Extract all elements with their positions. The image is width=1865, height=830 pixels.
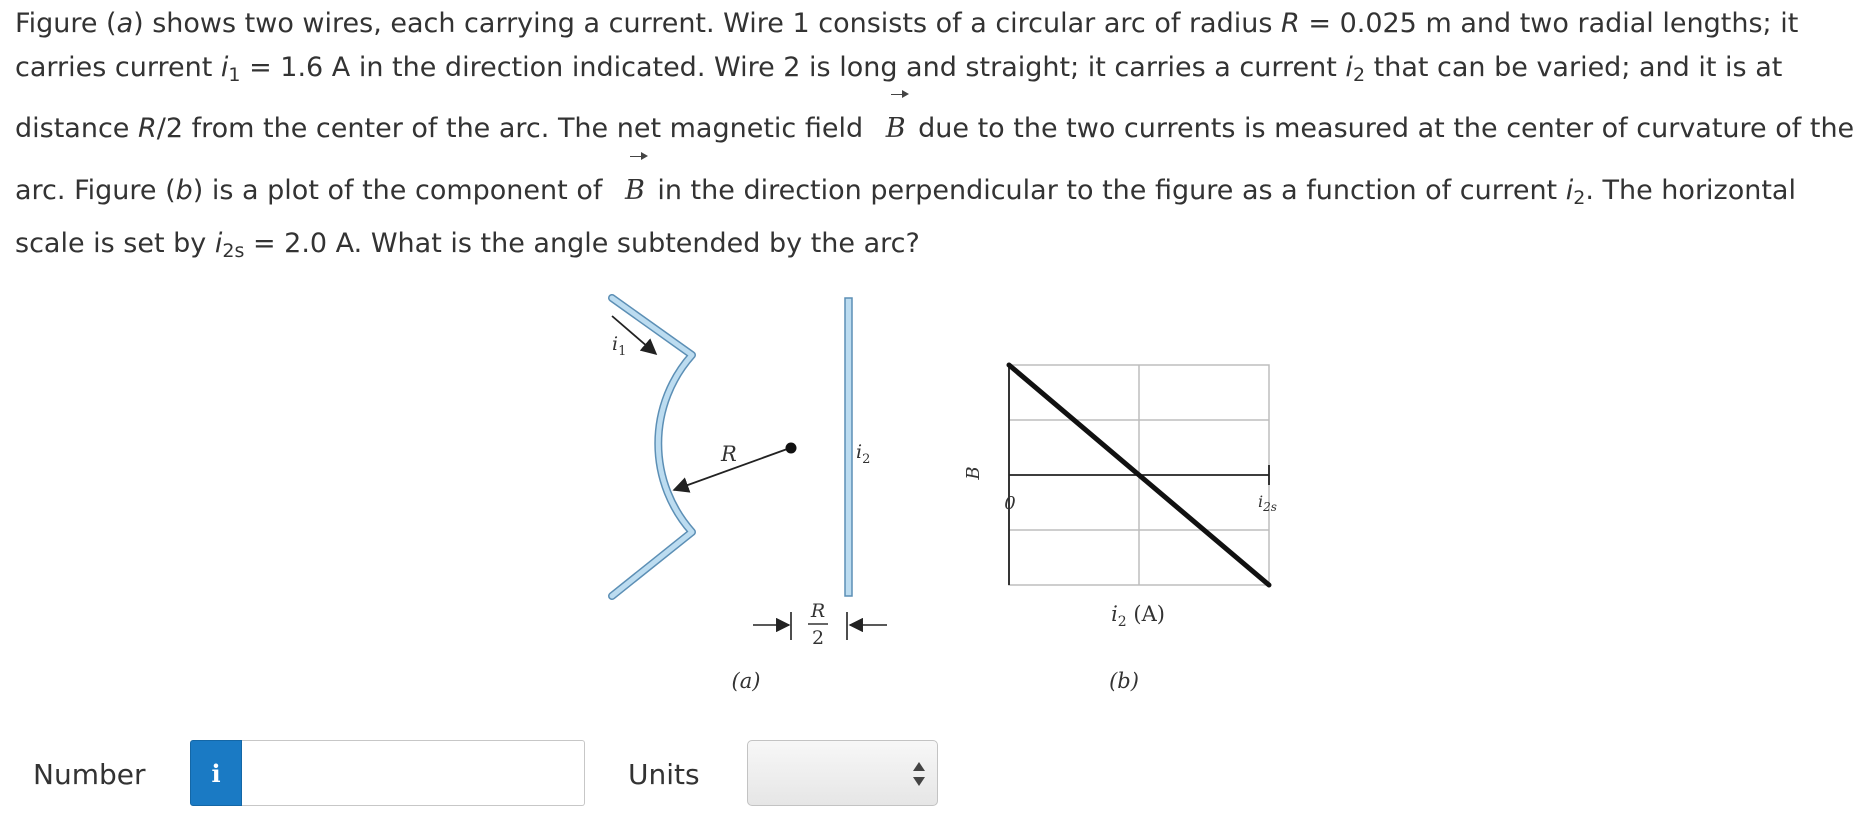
figure-a	[612, 298, 887, 693]
wire-1	[612, 298, 692, 596]
problem-line-5: scale is set by $i_{2s} = 2.0$ A. What is the angle subtended by the arc?	[15, 228, 920, 262]
info-button[interactable]	[190, 740, 242, 806]
problem-line-3: distance R/2 from the center of the arc. The net magnetic field B due to the two currents is measured at the center of curvature of the	[15, 98, 1865, 160]
figure-b	[963, 365, 1277, 693]
current-i1-label: $i_1$	[612, 333, 627, 359]
number-input[interactable]	[242, 740, 585, 806]
current-i2-label: $i_2$	[856, 441, 871, 467]
vector-b-symbol: B	[625, 160, 645, 222]
plot-origin-label: 0	[1004, 493, 1016, 514]
problem-line-1: Figure (a) shows two wires, each carrying a current. Wire 1 consists of a circular arc of radius R = 0.025 m and two radial lengths; it	[15, 8, 1799, 39]
half-radius-dimension	[753, 600, 887, 649]
radius-label: R	[721, 442, 737, 466]
plot-x-label: $i_2$ (A)	[1111, 602, 1165, 630]
problem-line-4: arc. Figure (b) is a plot of the component of B in the direction perpendicular to the figure as a function of current $i_2$. The horizontal	[15, 160, 1865, 222]
info-icon: i	[211, 759, 221, 788]
units-select[interactable]	[747, 740, 938, 806]
wire-2	[845, 298, 852, 596]
number-label: Number	[33, 758, 146, 791]
svg-text:2: 2	[811, 627, 825, 649]
figure-b-caption: (b)	[1109, 669, 1139, 693]
arc-center-point	[786, 443, 797, 454]
units-label: Units	[628, 758, 700, 791]
problem-line-2: carries current $i_1 = 1.6$ A in the direction indicated. Wire 2 is long and straight; it carries a current $i_2$ that can be varied; and it is at	[15, 52, 1783, 86]
plot-y-label: B	[963, 466, 984, 480]
svg-text:R: R	[810, 600, 826, 622]
figure-a-caption: (a)	[731, 669, 761, 693]
answer-row	[0, 740, 1865, 810]
select-arrows-icon	[913, 760, 925, 788]
plot-x-end-label: $i_{2s}$	[1258, 492, 1277, 514]
vector-b-symbol: B	[886, 98, 906, 160]
